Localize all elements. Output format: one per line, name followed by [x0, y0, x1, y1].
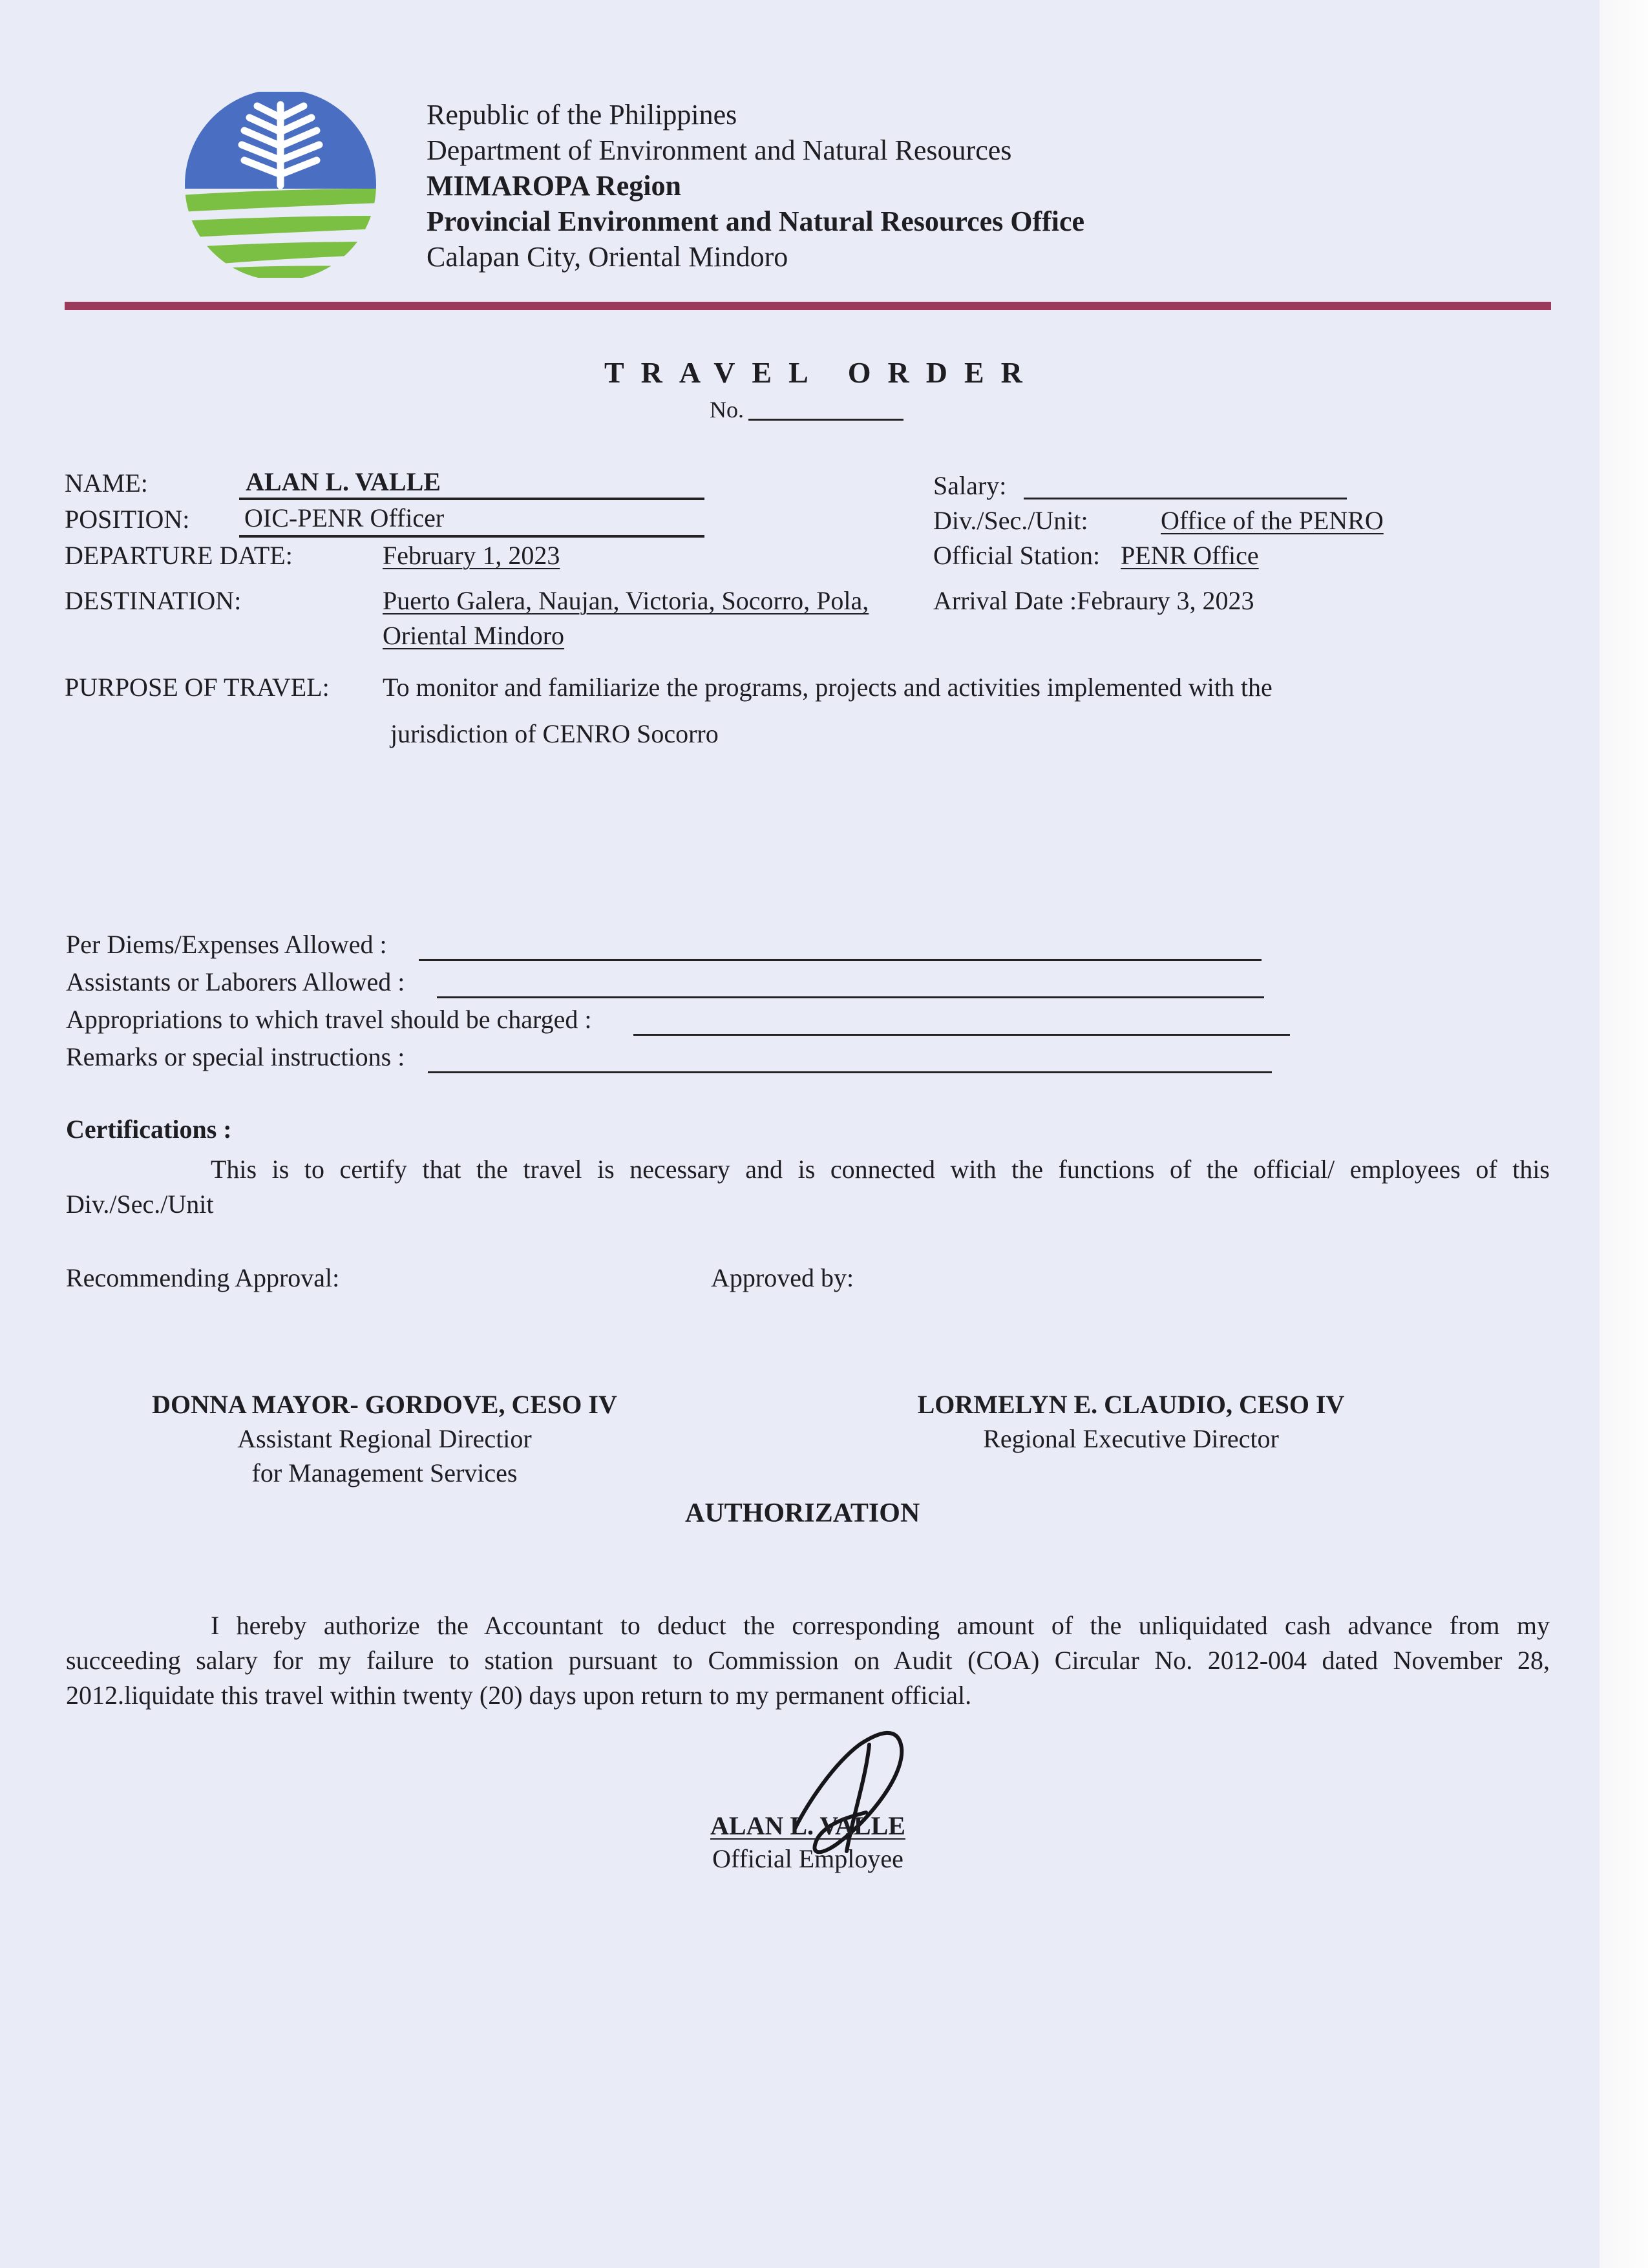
signatory-title: Official Employee [712, 1844, 903, 1873]
allowance-blank [437, 996, 1264, 998]
approved-by-label: Approved by: [711, 1263, 854, 1292]
position-underline [239, 535, 704, 538]
allowance-label: Remarks or special instructions : [66, 1042, 405, 1071]
departure-value: February 1, 2023 [383, 541, 560, 570]
approver-name: LORMELYN E. CLAUDIO, CESO IV [917, 1390, 1345, 1419]
header-line: Provincial Environment and Natural Resources Office [427, 205, 1085, 237]
recommending-approval-label: Recommending Approval: [66, 1263, 340, 1292]
authorization-text-cont: 2012.liquidate this travel within twenty (20) days upon return to my permanent official. [66, 1681, 972, 1710]
recommender-title: Assistant Regional Directior [237, 1424, 532, 1453]
certifications-text-cont: Div./Sec./Unit [66, 1190, 214, 1219]
recommender-block [97, 1389, 672, 1488]
name-value: ALAN L. VALLE [246, 467, 441, 496]
signatory-block [672, 1811, 944, 1874]
destination-label: DESTINATION: [65, 586, 242, 615]
allowance-blank [428, 1071, 1272, 1073]
header-line: Calapan City, Oriental Mindoro [427, 241, 788, 273]
certifications-heading: Certifications : [66, 1115, 232, 1144]
approver-title: Regional Executive Director [983, 1424, 1279, 1453]
authorization-heading: AUTHORIZATION [685, 1498, 920, 1528]
name-label: NAME: [65, 468, 148, 498]
position-label: POSITION: [65, 505, 190, 534]
name-underline [239, 498, 704, 500]
purpose-label: PURPOSE OF TRAVEL: [65, 673, 330, 702]
station-label: Official Station: [933, 541, 1101, 570]
purpose-value-cont: jurisdiction of CENRO Socorro [390, 719, 719, 748]
allowance-blank [419, 959, 1262, 961]
position-value: OIC-PENR Officer [244, 503, 445, 532]
division-label: Div./Sec./Unit: [933, 506, 1088, 535]
document-title: TRAVEL ORDER [604, 356, 1039, 389]
certifications-text: This is to certify that the travel is necessary and is connected with the functions of the official/ employees of this [211, 1155, 1550, 1184]
denr-logo-icon [180, 92, 381, 278]
approver-block [840, 1389, 1422, 1454]
header-rule [65, 302, 1551, 310]
recommender-title-cont: for Management Services [251, 1458, 518, 1487]
salary-blank [1024, 498, 1347, 499]
authorization-text: I hereby authorize the Accountant to deduct the corresponding amount of the unliquidated cash advance from my [211, 1611, 1550, 1640]
salary-label: Salary: [933, 471, 1007, 500]
allowance-label: Per Diems/Expenses Allowed : [66, 930, 387, 959]
allowance-label: Assistants or Laborers Allowed : [66, 967, 405, 996]
station-value: PENR Office [1121, 541, 1259, 570]
arrival-date: Arrival Date :Febraury 3, 2023 [933, 586, 1254, 615]
destination-value: Puerto Galera, Naujan, Victoria, Socorro, Pola, [383, 586, 869, 615]
recommender-name: DONNA MAYOR- GORDOVE, CESO IV [152, 1390, 617, 1419]
agency-header [427, 97, 1084, 275]
page-edge [1600, 0, 1648, 2268]
division-value: Office of the PENRO [1161, 506, 1384, 535]
header-line: MIMAROPA Region [427, 170, 681, 202]
departure-label: DEPARTURE DATE: [65, 541, 293, 570]
signatory-name: ALAN L. VALLE [710, 1811, 905, 1840]
number-blank [748, 419, 903, 421]
purpose-value: To monitor and familiarize the programs, projects and activities implemented with the [383, 673, 1273, 702]
number-label: No. [710, 397, 744, 423]
authorization-text-cont: succeeding salary for my failure to station pursuant to Commission on Audit (COA) Circular No. 2012-004 dated November 28, [66, 1646, 1550, 1675]
allowance-blank [633, 1034, 1290, 1036]
header-line: Department of Environment and Natural Resources [427, 134, 1012, 166]
destination-value-cont: Oriental Mindoro [383, 621, 565, 650]
allowance-label: Appropriations to which travel should be charged : [66, 1005, 592, 1034]
header-line: Republic of the Philippines [427, 99, 737, 131]
